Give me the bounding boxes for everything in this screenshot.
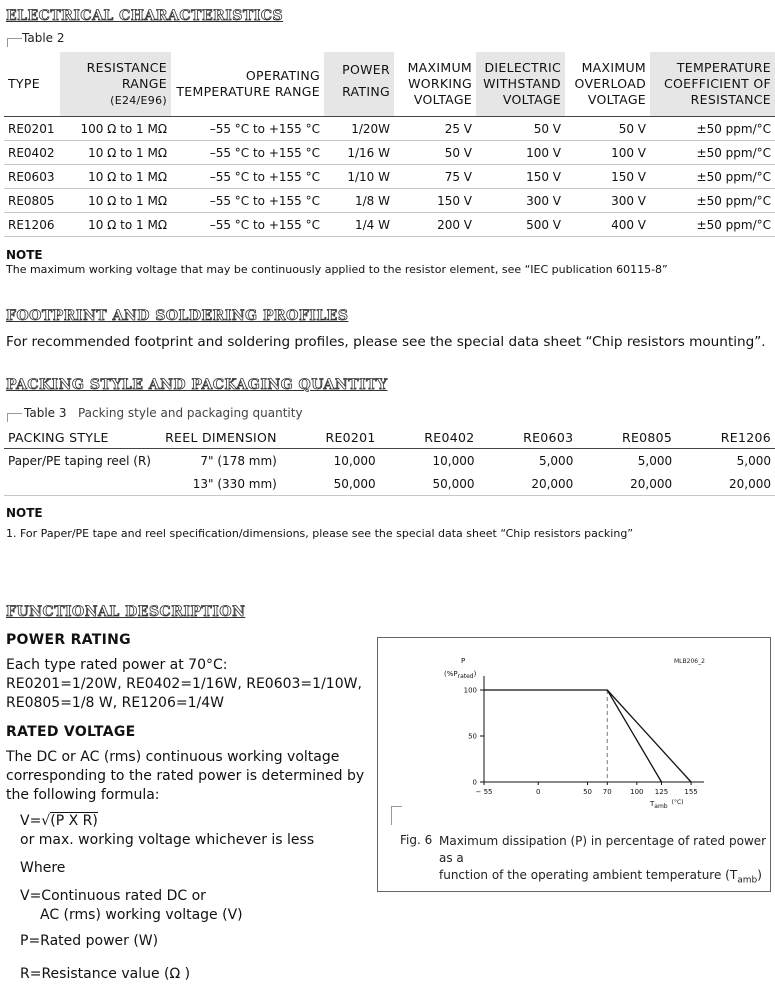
formula-alt: or max. working voltage whichever is less [20, 832, 315, 848]
electrical-heading: ELECTRICAL CHARACTERISTICS [6, 8, 284, 24]
th-type: TYPE [4, 52, 60, 117]
table3-caption: Table 3 Packing style and packaging quantity [24, 406, 303, 420]
rated-voltage-text: The DC or AC (rms) continuous working voltage corresponding to the rated power is determined by the following formula: [6, 749, 365, 803]
th-power-rating: POWER RATING [324, 52, 394, 117]
electrical-note-text: The maximum working voltage that may be continuously applied to the resistor element, see “IEC publication 60115-8” [6, 263, 668, 276]
th-max-working: MAXIMUM WORKING VOLTAGE [394, 52, 476, 117]
chart-xtick-label: 155 [684, 788, 698, 796]
chart-xtick-label: 125 [654, 788, 669, 796]
table-row: RE0805 10 Ω to 1 MΩ –55 °C to +155 °C 1/8 W 150 V 300 V 300 V ±50 ppm/°C [4, 189, 775, 213]
chart-series-line-1 [607, 690, 691, 782]
chart-xtick-label: 70 [602, 788, 612, 796]
chart-series-line-0 [484, 690, 661, 782]
table-row: RE0603 10 Ω to 1 MΩ –55 °C to +155 °C 1/10 W 75 V 150 V 150 V ±50 ppm/°C [4, 165, 775, 189]
chart-ylabel-unit: (%Prated) [444, 670, 477, 680]
v-definition: V=Continuous rated DC or AC (rms) working voltage (V) [20, 888, 243, 923]
th-re1206: RE1206 [676, 426, 775, 449]
th-re0805: RE0805 [577, 426, 676, 449]
th-re0201: RE0201 [281, 426, 380, 449]
where-label: Where [20, 860, 66, 876]
table-row: Paper/PE taping reel (R) 7" (178 mm) 10,000 10,000 5,000 5,000 5,000 [8, 453, 771, 468]
th-dielectric: DIELECTRIC WITHSTAND VOLTAGE [476, 52, 565, 117]
figure-code: MLB206_2 [674, 658, 705, 665]
th-reel-dimension: REEL DIMENSION [155, 426, 281, 449]
power-rating-heading: POWER RATING [6, 632, 131, 648]
chart-xtick-label: − 55 [475, 788, 493, 796]
th-packing-style: PACKING STYLE [4, 426, 155, 449]
derating-chart [378, 638, 770, 818]
th-resistance: RESISTANCE RANGE (E24/E96) [60, 52, 171, 117]
chart-ytick-label: 0 [472, 778, 477, 787]
packing-table [4, 426, 775, 496]
figure-box [377, 637, 771, 892]
functional-heading: FUNCTIONAL DESCRIPTION [6, 604, 246, 620]
rated-voltage-heading: RATED VOLTAGE [6, 724, 136, 740]
th-re0603: RE0603 [479, 426, 578, 449]
table-row: RE0402 10 Ω to 1 MΩ –55 °C to +155 °C 1/16 W 50 V 100 V 100 V ±50 ppm/°C [4, 141, 775, 165]
chart-ylabel-main: P [461, 657, 466, 665]
table-row: RE1206 10 Ω to 1 MΩ –55 °C to +155 °C 1/4 W 200 V 500 V 400 V ±50 ppm/°C [4, 213, 775, 237]
chart-xlabel: Tamb(°C) [650, 799, 684, 810]
r-definition: R=Resistance value (Ω ) [20, 966, 191, 982]
electrical-table [4, 52, 775, 237]
th-re0402: RE0402 [380, 426, 479, 449]
caption-marker [7, 38, 22, 47]
footprint-heading: FOOTPRINT AND SOLDERING PROFILES [6, 308, 349, 324]
packing-note-text: 1. For Paper/PE tape and reel specification/dimensions, please see the special data sheet “Chip resistors packing” [6, 527, 634, 540]
table2-caption: Table 2 [22, 31, 65, 45]
power-rating-text: Each type rated power at 70°C: RE0201=1/20W, RE0402=1/16W, RE0603=1/10W, RE0805=1/8 W, RE1206=1/4W [6, 657, 362, 711]
caption-marker [7, 413, 22, 422]
th-max-overload: MAXIMUM OVERLOAD VOLTAGE [565, 52, 650, 117]
th-tcr: TEMPERATURE COEFFICIENT OF RESISTANCE [650, 52, 775, 117]
chart-ytick-label: 50 [468, 732, 477, 741]
chart-xtick-label: 100 [630, 788, 644, 796]
th-operating-temp: OPERATING TEMPERATURE RANGE [171, 52, 324, 117]
figure-number: Fig. 6 [400, 833, 433, 847]
table-row: 13" (330 mm) 50,000 50,000 20,000 20,000 20,000 [4, 472, 775, 496]
caption-marker [391, 806, 402, 825]
packing-note-heading: NOTE [6, 506, 43, 520]
figure-caption: Maximum dissipation (P) in percentage of rated power as a function of the operating ambient temperature $(T_{amb})$ [439, 834, 767, 886]
chart-xtick-label: 0 [535, 788, 541, 796]
p-definition: P=Rated power (W) [20, 933, 159, 949]
electrical-note-heading: NOTE [6, 248, 43, 262]
footprint-text: For recommended footprint and soldering profiles, please see the special data sheet “Chip resistors mounting”. [6, 334, 766, 350]
packing-heading: PACKING STYLE AND PACKAGING QUANTITY [6, 377, 388, 393]
chart-xtick-label: 50 [583, 788, 592, 796]
table-row: RE0201 100 Ω to 1 MΩ –55 °C to +155 °C 1/20W 25 V 50 V 50 V ±50 ppm/°C [4, 117, 775, 141]
formula: V=√(P X R) [20, 813, 98, 829]
chart-ytick-label: 100 [463, 686, 477, 695]
